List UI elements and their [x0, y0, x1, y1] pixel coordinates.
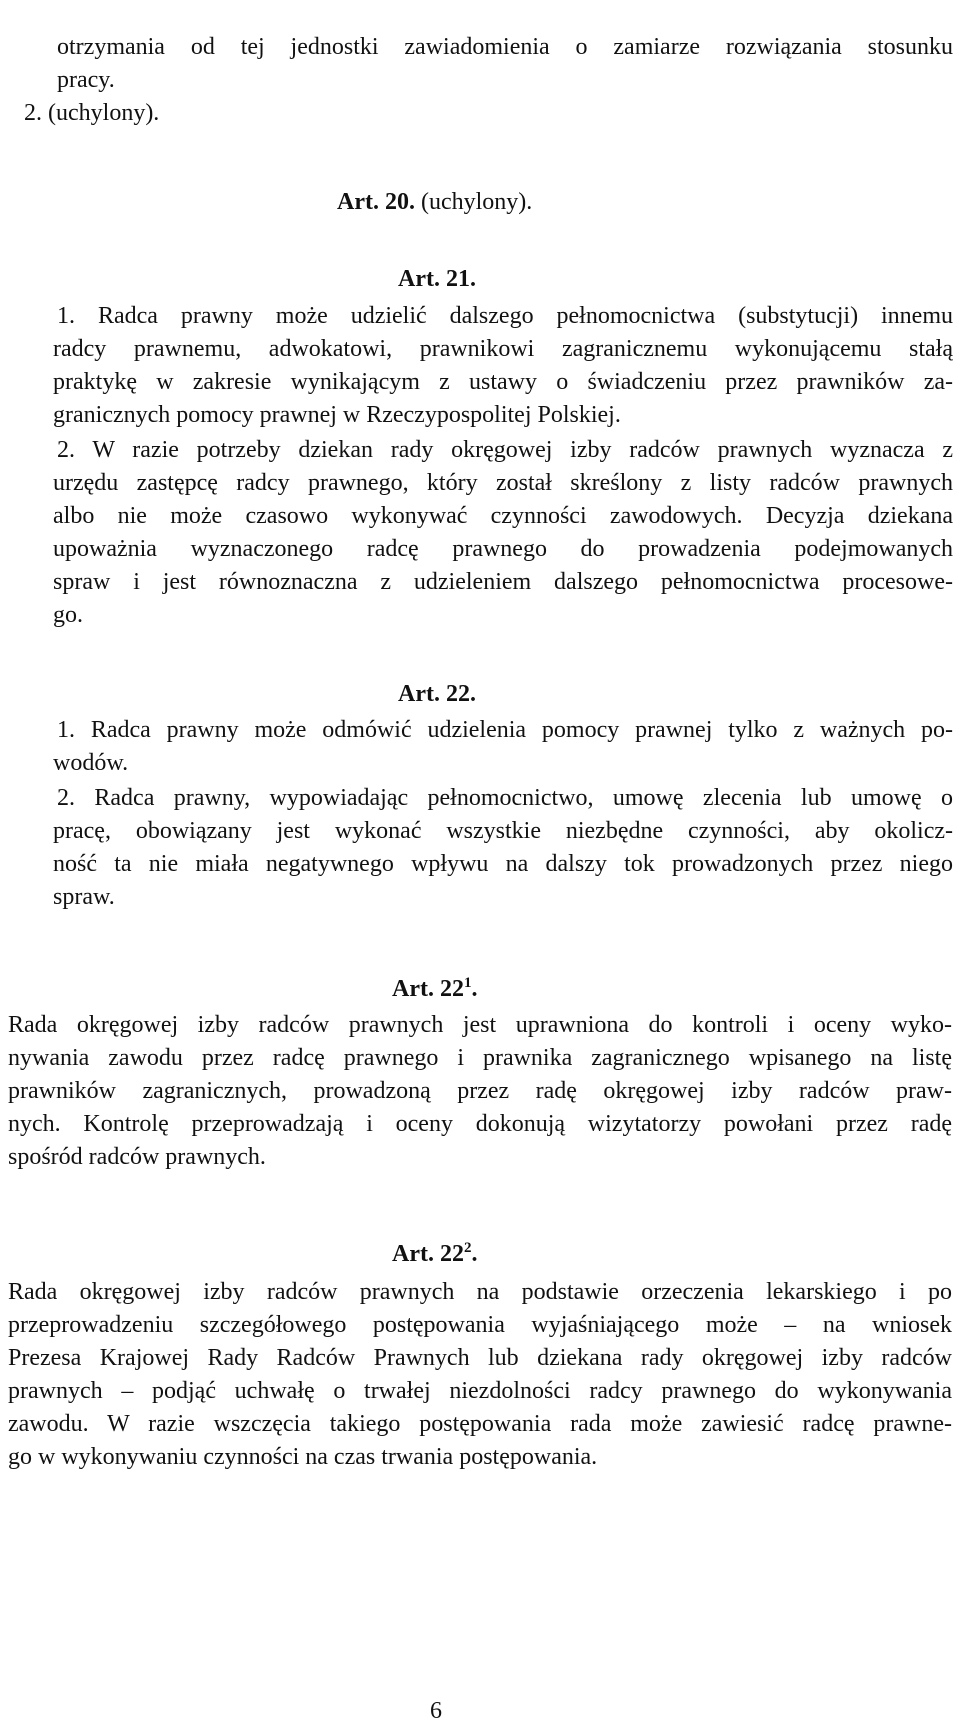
- art-21-p1-line: 1. Radca prawny może udzielić dalszego pełnomocnictwa (substytucji) innemu: [57, 303, 953, 329]
- art-22-1-line: Rada okręgowej izby radców prawnych jest uprawniona do kontroli i oceny wyko-: [8, 1012, 952, 1038]
- art-22-p1-line: wodów.: [53, 750, 129, 776]
- art-21-p1-line: radcy prawnemu, adwokatowi, prawnikowi zagranicznemu wykonującemu stałą: [53, 336, 953, 362]
- art-22-p2-line: ność ta nie miała negatywnego wpływu na dalszy tok prowadzonych przez niego: [53, 851, 953, 877]
- art-22-2-superscript: 2: [463, 1240, 472, 1256]
- art-21-p2-line: spraw i jest równoznaczna z udzieleniem dalszego pełnomocnictwa procesowe-: [53, 569, 953, 595]
- art-22-p2-line: spraw.: [53, 884, 115, 910]
- art-21-p2-line: albo nie może czasowo wykonywać czynności zawodowych. Decyzja dziekana: [53, 503, 953, 529]
- art-21-p1-line: praktykę w zakresie wynikającym z ustawy o świadczeniu przez prawników za-: [53, 369, 953, 395]
- art-22-1-line: nych. Kontrolę przeprowadzają i oceny dokonują wizytatorzy powołani przez radę: [8, 1111, 952, 1137]
- art-22-1-title: Art. 22: [392, 976, 464, 1002]
- intro-line-2: pracy.: [57, 67, 115, 93]
- art-22-title: Art. 22.: [398, 681, 476, 707]
- art-21-p2-line: upoważnia wyznaczonego radcę prawnego do prowadzenia podejmowanych: [53, 536, 953, 562]
- art-22-2-dot: .: [471, 1241, 478, 1267]
- art-22-2-line: przeprowadzeniu szczegółowego postępowania wyjaśniającego może – na wniosek: [8, 1312, 952, 1338]
- art-22-p1-line: 1. Radca prawny może odmówić udzielenia pomocy prawnej tylko z ważnych po-: [57, 717, 953, 743]
- art-22-2-line: prawnych – podjąć uchwałę o trwałej niezdolności radcy prawnego do wykonywania: [8, 1378, 952, 1404]
- art-22-1-dot: .: [471, 976, 478, 1002]
- intro-line-1: otrzymania od tej jednostki zawiadomienia o zamiarze rozwiązania stosunku: [57, 34, 953, 60]
- art-22-2-line: Prezesa Krajowej Rady Radców Prawnych lub dziekana rady okręgowej izby radców: [8, 1345, 952, 1371]
- page-number: 6: [430, 1698, 442, 1724]
- art-22-1-superscript: 1: [463, 975, 472, 991]
- art-21-p2-line: 2. W razie potrzeby dziekan rady okręgowej izby radców prawnych wyznacza z: [57, 437, 953, 463]
- art-22-p2-line: pracę, obowiązany jest wykonać wszystkie niezbędne czynności, aby okolicz-: [53, 818, 953, 844]
- art-22-1-line: spośród radców prawnych.: [8, 1144, 266, 1170]
- art-22-2-title: Art. 22: [392, 1241, 464, 1267]
- art-22-2-line: Rada okręgowej izby radców prawnych na podstawie orzeczenia lekarskiego i po: [8, 1279, 952, 1305]
- art-20-note: (uchylony).: [420, 189, 533, 215]
- art-22-2-line: zawodu. W razie wszczęcia takiego postępowania rada może zawiesić radcę prawne-: [8, 1411, 952, 1437]
- art-21-p2-line: urzędu zastępcę radcy prawnego, który został skreślony z listy radców prawnych: [53, 470, 953, 496]
- art-22-2-heading: [392, 1240, 477, 1268]
- art-21-p2-line: go.: [53, 602, 83, 628]
- art-22-p2-line: 2. Radca prawny, wypowiadając pełnomocnictwo, umowę zlecenia lub umowę o: [57, 785, 953, 811]
- art-22-1-line: nywania zawodu przez radcę prawnego i prawnika zagranicznego wpisanego na listę: [8, 1045, 952, 1071]
- art-21-title: Art. 21.: [398, 266, 476, 292]
- art-22-1-heading: [392, 975, 477, 1003]
- art-21-p1-line: granicznych pomocy prawnej w Rzeczypospolitej Polskiej.: [53, 402, 621, 428]
- art-22-2-line: go w wykonywaniu czynności na czas trwania postępowania.: [8, 1444, 598, 1470]
- art-22-1-line: prawników zagranicznych, prowadzoną przez radę okręgowej izby radców praw-: [8, 1078, 952, 1104]
- art-20-title: Art. 20.: [337, 189, 415, 215]
- art-20-heading: [337, 188, 532, 216]
- intro-line-3: 2. (uchylony).: [24, 100, 160, 126]
